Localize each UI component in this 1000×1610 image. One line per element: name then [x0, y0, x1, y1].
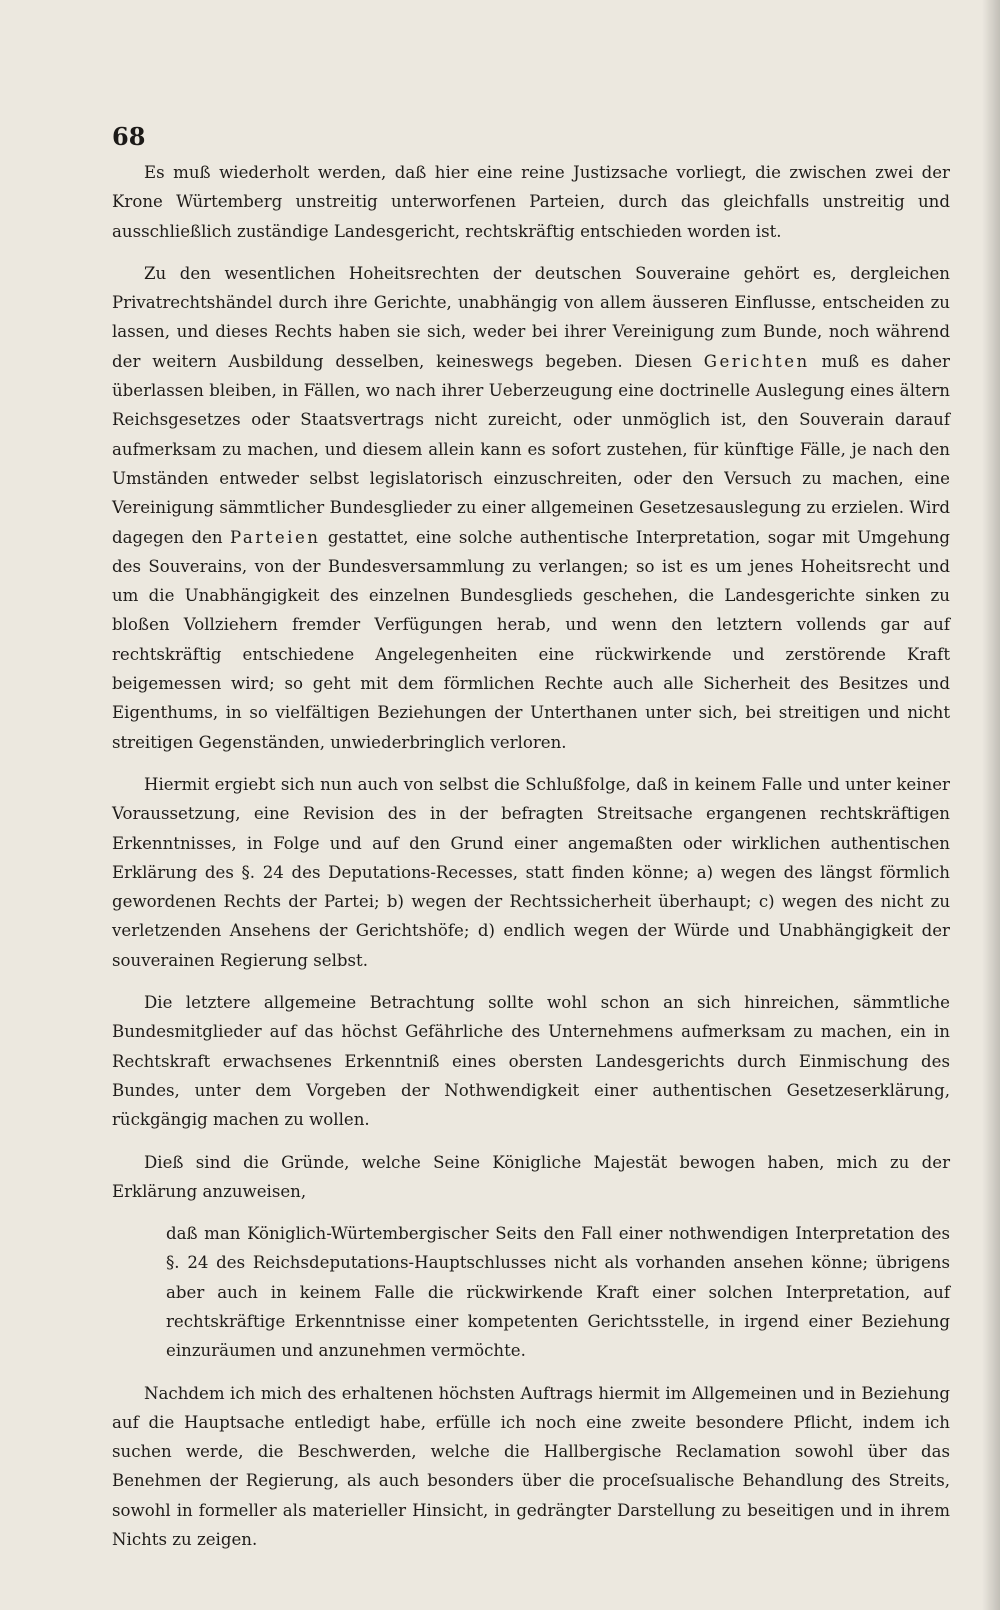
paragraph-7: Nachdem ich mich des erhaltenen höchsten Auftrags hiermit im Allgemeinen und in Beziehung auf die Hauptsache entledigt habe, erfülle ich noch eine zweite besondere Pflicht, indem ich suchen werde, die Beschwerden, welche die Hallbergische Reclamation sowohl über das Benehmen der Regierung, als auch besonders über die proceſsualische Behandlung des Streits, sowohl in formeller als materieller Hinsicht, in gedrängter Darstellung zu beseitigen und in ihrem Nichts zu zeigen.	[112, 1383, 950, 1550]
page-number: 68	[112, 122, 146, 151]
paragraph-5: Dieß sind die Gründe, welche Seine Königliche Majestät bewogen haben, mich zu der Erklärung anzuweisen,	[112, 1152, 950, 1201]
paragraph-2-part-c: muß es daher überlassen bleiben, in Fällen, wo nach ihrer Ueberzeugung eine doctrinelle Auslegung eines ältern Reichsgesetzes oder Staatsvertrags nicht zureicht, oder unmöglich ist, den Souverain darauf aufmerksam zu machen, und diesem allein kann es sofort zustehen, für künftige Fälle, je nach den Umständen entweder selbst legislatorisch einzuschreiten, oder den Versuch zu machen, eine Vereinigung sämmtlicher Bundesglieder zu einer allgemeinen Gesetzesauslegung zu erzielen. Wird dagegen den	[112, 351, 950, 547]
body-text	[112, 158, 950, 1567]
paragraph-3: Hiermit ergiebt sich nun auch von selbst die Schlußfolge, daß in keinem Falle und unter keiner Voraussetzung, eine Revision des in der befragten Streitsache ergangenen rechtskräftigen Erkenntnisses, in Folge und auf den Grund einer angemaßten oder wirklichen authentischen Erklärung des §. 24 des Deputations-Recesses, statt finden könne; a) wegen des längst förmlich gewordenen Rechts der Partei; b) wegen der Rechtssicherheit überhaupt; c) wegen des nicht zu verletzenden Ansehens der Gerichtshöfe; d) endlich wegen der Würde und Unabhängigkeit der souverainen Regierung selbst.	[112, 774, 950, 970]
paragraph-4: Die letztere allgemeine Betrachtung sollte wohl schon an sich hinreichen, sämmtliche Bundesmitglieder auf das höchst Gefährliche des Unternehmens aufmerksam zu machen, ein in Rechtskraft erwachsenes Erkenntniß eines obersten Landesgerichts durch Einmischung des Bundes, unter dem Vorgeben der Nothwendigkeit einer authentischen Gesetzeserklärung, rückgängig machen zu wollen.	[112, 993, 950, 1130]
paragraph-1: Es muß wiederholt werden, daß hier eine reine Justizsache vorliegt, die zwischen zwei der Krone Würtemberg unstreitig unterworfenen Parteien, durch das gleichfalls unstreitig und ausschließlich zuständige Landesgericht, rechtskräftig entschieden worden ist.	[112, 163, 950, 241]
paragraph-2	[112, 259, 950, 757]
paragraph-2-part-e: gestattet, eine solche authentische Interpretation, sogar mit Umgehung des Souverains, von der Bundesversammlung zu verlangen; so ist es um jenes Hoheitsrecht und um die Unabhängigkeit des einzelnen Bundesglieds geschehen, die Landesgerichte sinken zu bloßen Vollziehern fremder Verfügungen herab, und wenn den letztern vollends gar auf rechtskräftig entschiedene Angelegenheiten eine rückwirkende und zerstörende Kraft beigemessen wird; so geht mit dem förmlichen Rechte auch alle Sicherheit des Besitzes und Eigenthums, in so vielfältigen Beziehungen der Unterthanen unter sich, bei streitigen und nicht streitigen Gegenständen, unwiederbringlich verloren.	[112, 527, 950, 752]
paragraph-2-part-a: Zu den wesentlichen Hoheitsrechten der deutschen Souveraine gehört es, dergleichen Privatrechtshändel durch ihre Gerichte, unabhängig von allem äusseren Einflusse, entscheiden zu lassen, und dieses Rechts haben sie sich, weder bei ihrer Vereinigung zum Bunde, noch während der weitern Ausbildung desselben, keineswegs begeben. Diesen	[112, 263, 950, 371]
emphasis-parteien: Parteien	[229, 527, 321, 547]
declaration-quote: daß man Königlich-Würtembergischer Seits den Fall einer nothwendigen Interpretation des §. 24 des Reichsdeputations-Hauptschlusses nicht als vorhanden ansehen könne; übrigens aber auch in keinem Falle die rückwirkende Kraft einer solchen Interpretation, auf rechtskräftige Erkenntnisse einer kompetenten Gerichtsstelle, in irgend einer Beziehung einzuräumen und anzunehmen vermöchte.	[166, 1224, 950, 1361]
emphasis-gerichten: Gerichten	[703, 351, 810, 371]
